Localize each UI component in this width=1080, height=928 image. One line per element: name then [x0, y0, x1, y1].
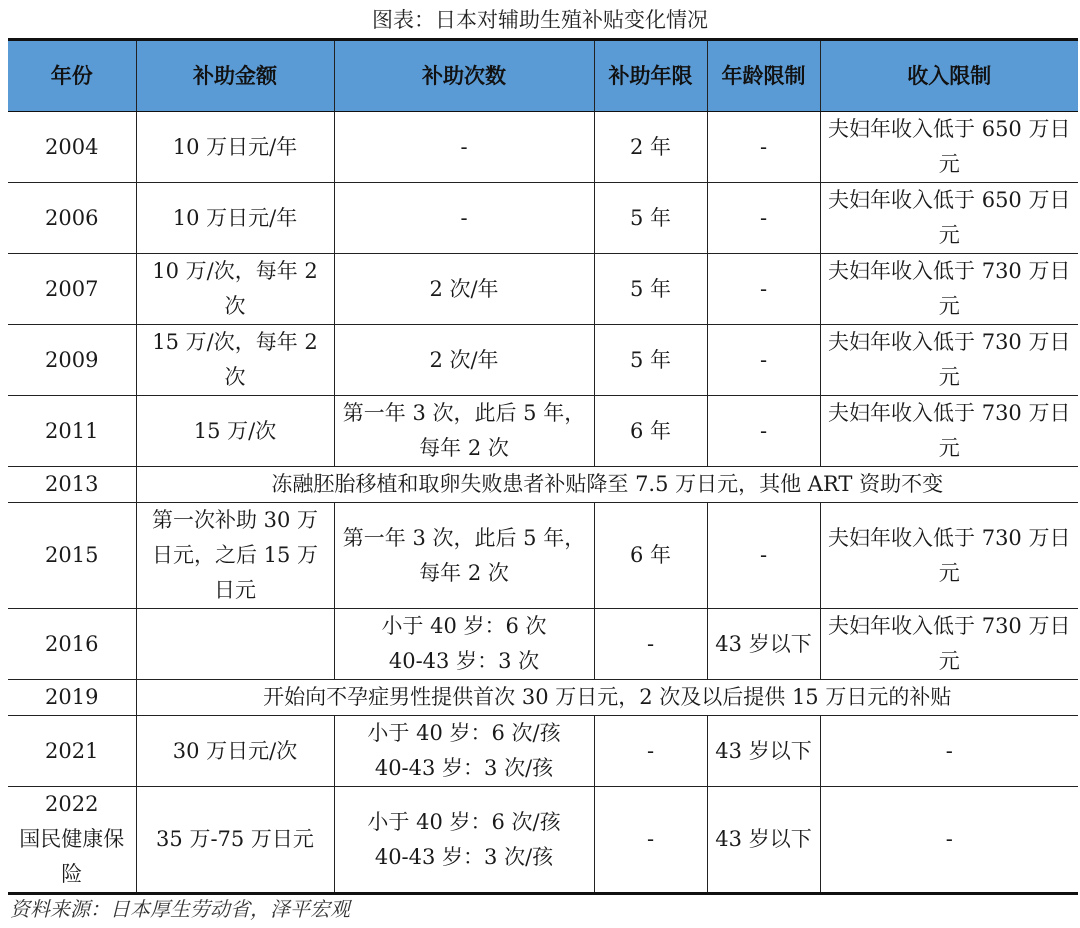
- cell-times: -: [334, 183, 594, 254]
- cell-age-limit: -: [707, 325, 820, 396]
- cell-times-line: 40-43 岁：3 次/孩: [374, 756, 554, 780]
- table-row: [8, 716, 1078, 787]
- cell-times: -: [334, 112, 594, 183]
- header-years-limit: 补助年限: [594, 40, 707, 112]
- cell-times: [334, 609, 594, 680]
- cell-note: 开始向不孕症男性提供首次 30 万日元，2 次及以后提供 15 万日元的补贴: [136, 680, 1078, 716]
- cell-age-limit: -: [707, 396, 820, 467]
- cell-years-limit: 5 年: [594, 325, 707, 396]
- table-row: [8, 112, 1078, 183]
- table-row: [8, 503, 1078, 609]
- table-row: [8, 396, 1078, 467]
- header-income-limit: 收入限制: [820, 40, 1078, 112]
- cell-year: 2006: [8, 183, 136, 254]
- cell-times: 第一年 3 次，此后 5 年，每年 2 次: [334, 503, 594, 609]
- cell-years-limit: 2 年: [594, 112, 707, 183]
- cell-times-line: 小于 40 岁：6 次/孩: [367, 809, 561, 834]
- header-times: 补助次数: [334, 40, 594, 112]
- cell-income-limit: 夫妇年收入低于 730 万日元: [820, 503, 1078, 609]
- cell-year: 2004: [8, 112, 136, 183]
- table-row: [8, 467, 1078, 503]
- cell-age-limit: -: [707, 112, 820, 183]
- cell-times-line: 40-43 岁：3 次/孩: [374, 844, 554, 869]
- cell-year: 2019: [8, 680, 136, 716]
- cell-income-limit: 夫妇年收入低于 650 万日元: [820, 183, 1078, 254]
- cell-year-line: 国民健康保险: [19, 827, 125, 886]
- cell-year: 2021: [8, 716, 136, 787]
- cell-years-limit: 5 年: [594, 183, 707, 254]
- header-age-limit: 年龄限制: [707, 40, 820, 112]
- cell-years-limit: 6 年: [594, 396, 707, 467]
- header-year: 年份: [8, 40, 136, 112]
- cell-year: 2015: [8, 503, 136, 609]
- cell-year-line: 2022: [45, 792, 99, 816]
- cell-age-limit: -: [707, 503, 820, 609]
- cell-age-limit: -: [707, 254, 820, 325]
- cell-age-limit: 43 岁以下: [707, 787, 820, 894]
- table-row: [8, 183, 1078, 254]
- cell-amount: [136, 609, 334, 680]
- cell-year: [8, 787, 136, 894]
- cell-income-limit: 夫妇年收入低于 730 万日元: [820, 609, 1078, 680]
- cell-amount: 10 万日元/年: [136, 183, 334, 254]
- header-row: [8, 40, 1078, 112]
- cell-income-limit: -: [820, 787, 1078, 894]
- cell-amount: 第一次补助 30 万日元，之后 15 万日元: [136, 503, 334, 609]
- cell-years-limit: 5 年: [594, 254, 707, 325]
- cell-times-line: 小于 40 岁：6 次: [381, 614, 547, 638]
- cell-income-limit: 夫妇年收入低于 730 万日元: [820, 396, 1078, 467]
- cell-times: 2 次/年: [334, 254, 594, 325]
- cell-income-limit: 夫妇年收入低于 730 万日元: [820, 325, 1078, 396]
- cell-times: 第一年 3 次，此后 5 年，每年 2 次: [334, 396, 594, 467]
- cell-amount: 10 万/次，每年 2 次: [136, 254, 334, 325]
- header-amount: 补助金额: [136, 40, 334, 112]
- cell-year: 2016: [8, 609, 136, 680]
- table-row: [8, 254, 1078, 325]
- cell-years-limit: -: [594, 609, 707, 680]
- cell-income-limit: 夫妇年收入低于 650 万日元: [820, 112, 1078, 183]
- cell-times-line: 小于 40 岁：6 次/孩: [367, 721, 561, 745]
- cell-times: 2 次/年: [334, 325, 594, 396]
- cell-year: 2013: [8, 467, 136, 503]
- table-row: [8, 680, 1078, 716]
- cell-age-limit: 43 岁以下: [707, 609, 820, 680]
- cell-year: 2007: [8, 254, 136, 325]
- cell-year: 2011: [8, 396, 136, 467]
- cell-note: 冻融胚胎移植和取卵失败患者补贴降至 7.5 万日元，其他 ART 资助不变: [136, 467, 1078, 503]
- cell-amount: 15 万/次: [136, 396, 334, 467]
- cell-amount: 35 万-75 万日元: [136, 787, 334, 894]
- cell-age-limit: 43 岁以下: [707, 716, 820, 787]
- table-row: [8, 787, 1078, 894]
- cell-amount: 15 万/次，每年 2 次: [136, 325, 334, 396]
- cell-year: 2009: [8, 325, 136, 396]
- source-note: 资料来源：日本厚生劳动省，泽平宏观: [10, 897, 350, 921]
- subsidy-table: [8, 38, 1078, 895]
- cell-amount: 10 万日元/年: [136, 112, 334, 183]
- table-caption: 图表：日本对辅助生殖补贴变化情况: [372, 8, 708, 32]
- cell-times: [334, 716, 594, 787]
- cell-years-limit: -: [594, 716, 707, 787]
- cell-times-line: 40-43 岁：3 次: [388, 649, 540, 673]
- cell-years-limit: 6 年: [594, 503, 707, 609]
- table-row: [8, 325, 1078, 396]
- cell-income-limit: -: [820, 716, 1078, 787]
- cell-income-limit: 夫妇年收入低于 730 万日元: [820, 254, 1078, 325]
- cell-years-limit: -: [594, 787, 707, 894]
- cell-amount: 30 万日元/次: [136, 716, 334, 787]
- cell-age-limit: -: [707, 183, 820, 254]
- table-row: [8, 609, 1078, 680]
- cell-times: [334, 787, 594, 894]
